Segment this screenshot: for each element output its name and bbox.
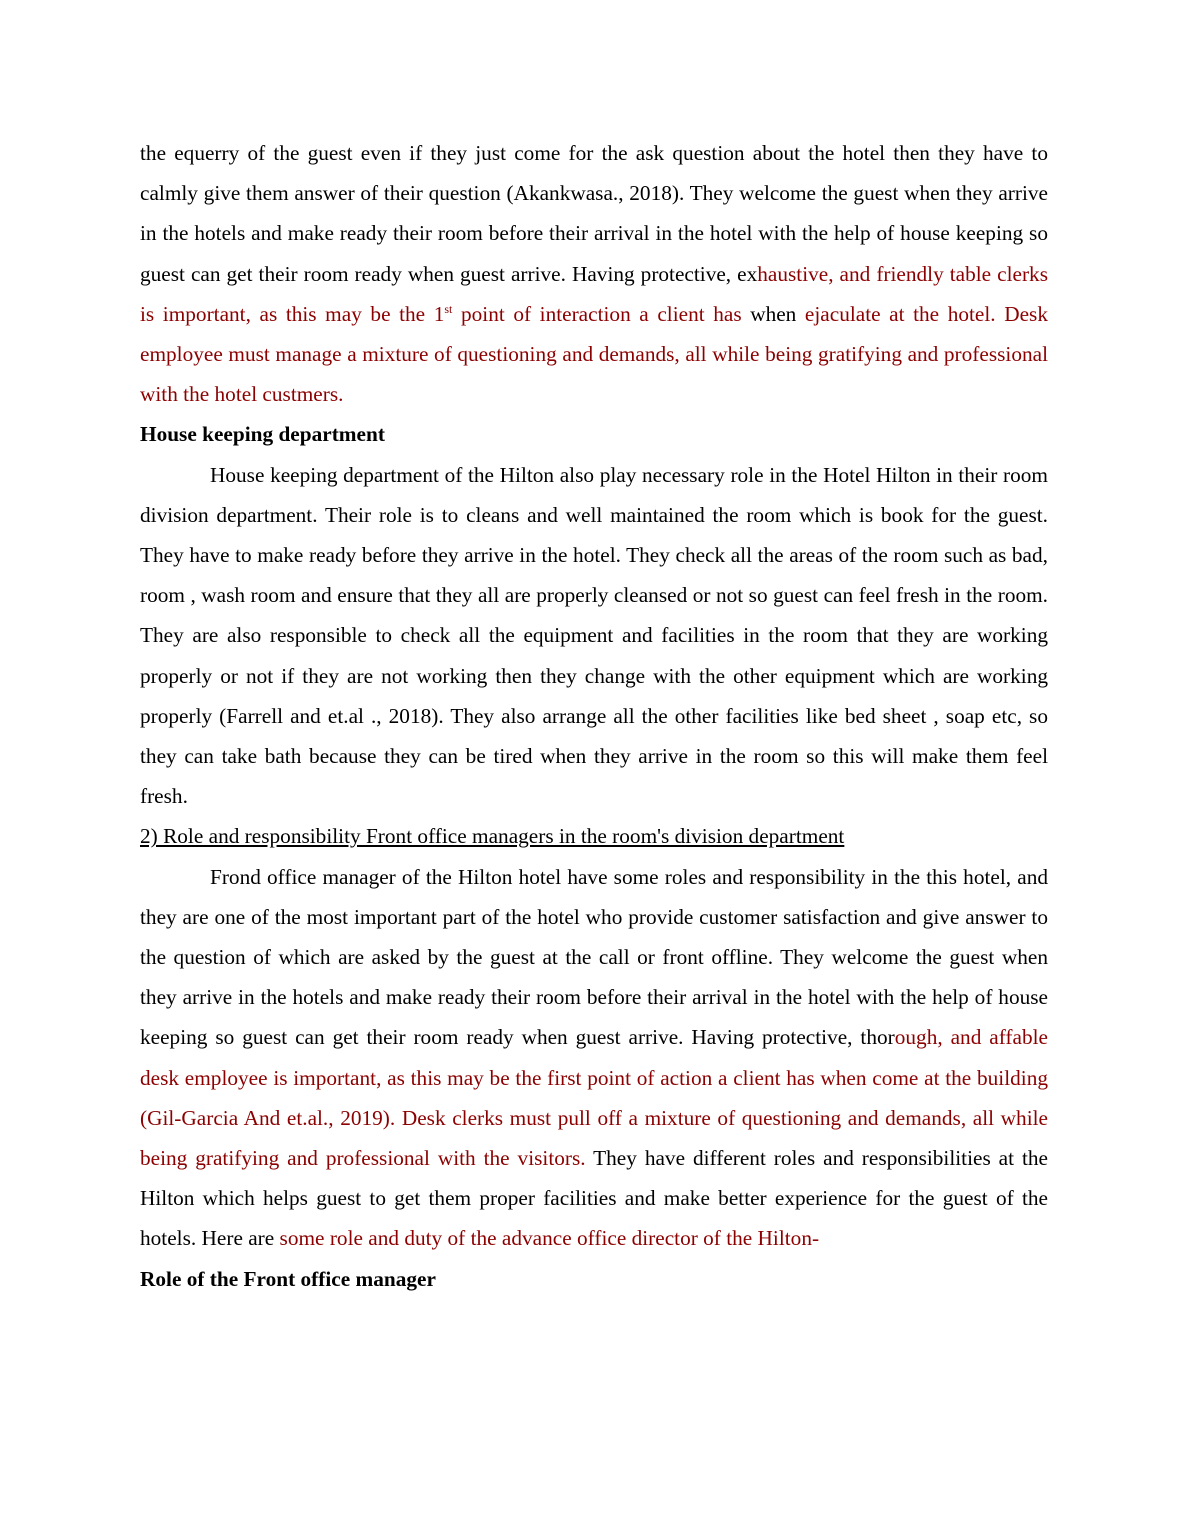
highlighted-text: ejaculate at the hotel. Desk employee must manage a mixture of questioning and demands, all while being gratifying and professional with the hotel custmers. <box>140 301 1048 407</box>
paragraph-text: They have different roles and responsibilities at the Hilton which helps guest to get them proper facilities and make better experience for the guest of the hotels. Here are <box>140 1146 1048 1251</box>
document-page <box>140 133 1048 1299</box>
highlighted-text: some role and duty of the advance office director of the Hilton- <box>279 1226 820 1251</box>
paragraph-front-desk <box>140 133 1048 414</box>
paragraph-housekeeping: House keeping department of the Hilton also play necessary role in the Hotel Hilton in their room division department. Their role is to cleans and well maintained the room which is book for the guest. They have to make ready before they arrive in the hotel. They check all the areas of the room such as bad, room , wash room and ensure that they all are properly cleansed or not so guest can feel fresh in the room. They are also responsible to check all the equipment and facilities in the room that they are working properly or not if they are not working then they change with the other equipment which are working properly (Farrell and et.al ., 2018). They also arrange all the other facilities like bed sheet , soap etc, so they can take bath because they can be tired when they arrive in the room so this will make them feel fresh. <box>140 462 1048 809</box>
highlighted-text: haustive, and friendly table clerks is important, as this may be the 1 <box>140 261 1048 326</box>
section-heading-role-front-office: Role of the Front office manager <box>140 1266 436 1291</box>
paragraph-front-office-manager <box>140 857 1048 1259</box>
section-subheading-role-responsibility: 2) Role and responsibility Front office managers in the room's division department <box>140 824 845 849</box>
paragraph-text: Frond office manager of the Hilton hotel have some roles and responsibility in the this hotel, and they are one of the most important part of the hotel who provide customer satisfaction and give answer to the question of which are asked by the guest at the call or front offline. They welcome the guest when they arrive in the hotels and make ready their room before their arrival in the hotel with the help of house keeping so guest can get their room ready when guest arrive. Having protective, thor <box>140 864 1048 1050</box>
paragraph-text: the equerry of the guest even if they just come for the ask question about the hotel then they have to calmly give them answer of their question (Akankwasa., 2018). They welcome the guest when they arrive in the hotels and make ready their room before their arrival in the hotel with the help of house keeping so guest can get their room ready when guest arrive. Having protective, ex <box>140 141 1048 286</box>
superscript-ordinal: st <box>444 301 453 316</box>
section-heading-housekeeping: House keeping department <box>140 422 385 447</box>
highlighted-text: point of interaction a client has <box>452 301 751 326</box>
paragraph-text: when <box>750 301 805 326</box>
highlighted-text: ough, and affable desk employee is important, as this may be the first point of action a client has when come at the building (Gil-Garcia And et.al., 2019). Desk clerks must pull off a mixture of questioning and demands, all while being gratifying and professional with the visitors. <box>140 1025 1048 1171</box>
